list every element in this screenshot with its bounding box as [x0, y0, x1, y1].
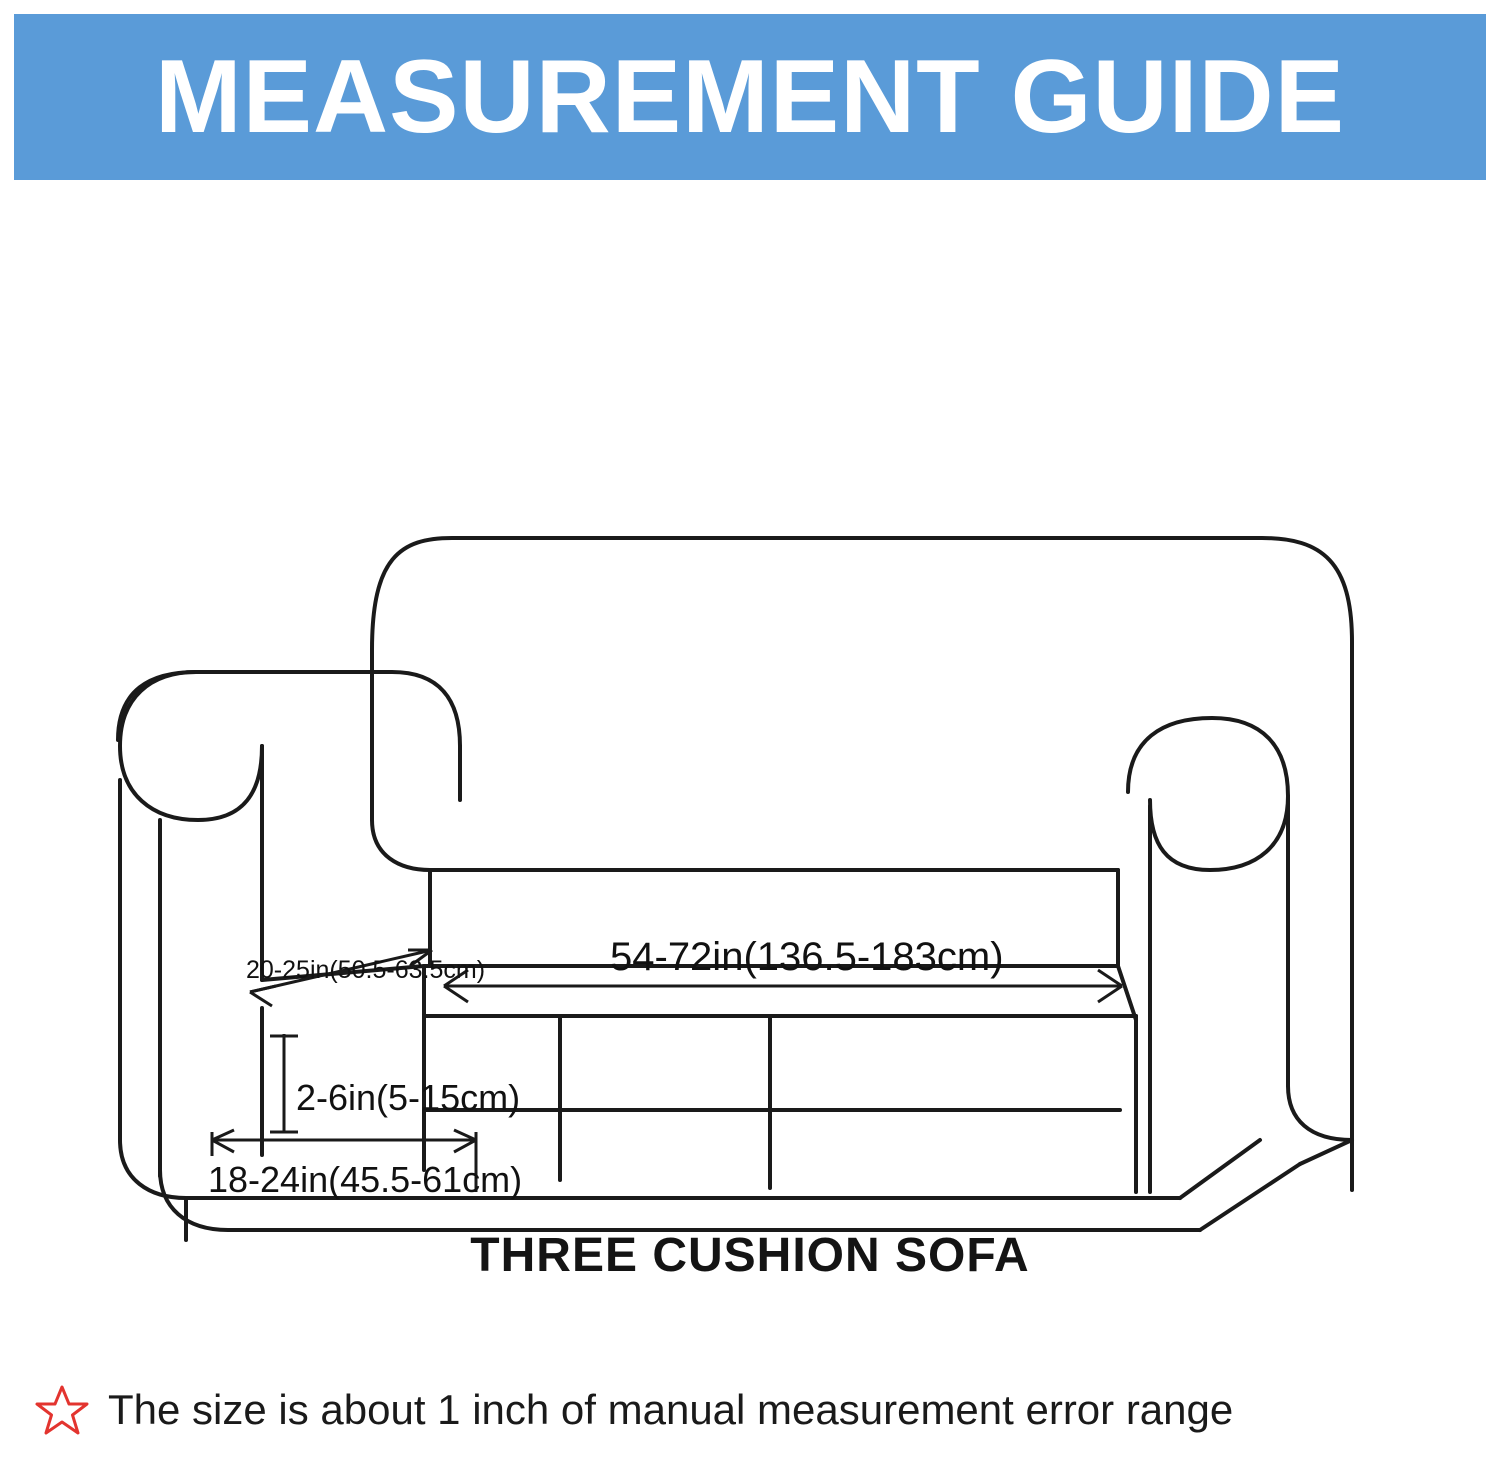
dimension-label-cushion-thickness: 2-6in(5-15cm)	[296, 1077, 521, 1118]
star-icon	[34, 1382, 90, 1438]
dimension-label-seat-width: 54-72in(136.5-183cm)	[610, 935, 1004, 979]
diagram-caption: THREE CUSHION SOFA	[470, 1229, 1030, 1282]
page-title: MEASUREMENT GUIDE	[155, 39, 1345, 155]
dimension-label-seat-depth: 18-24in(45.5-61cm)	[208, 1159, 523, 1200]
sofa-diagram	[0, 180, 1500, 1270]
header-banner	[14, 14, 1486, 180]
footer-note	[0, 1382, 1500, 1438]
footer-note-text: The size is about 1 inch of manual measurement error range	[108, 1385, 1234, 1433]
dimension-label-back-height: 20-25in(50.5-63.5cm)	[246, 956, 486, 984]
